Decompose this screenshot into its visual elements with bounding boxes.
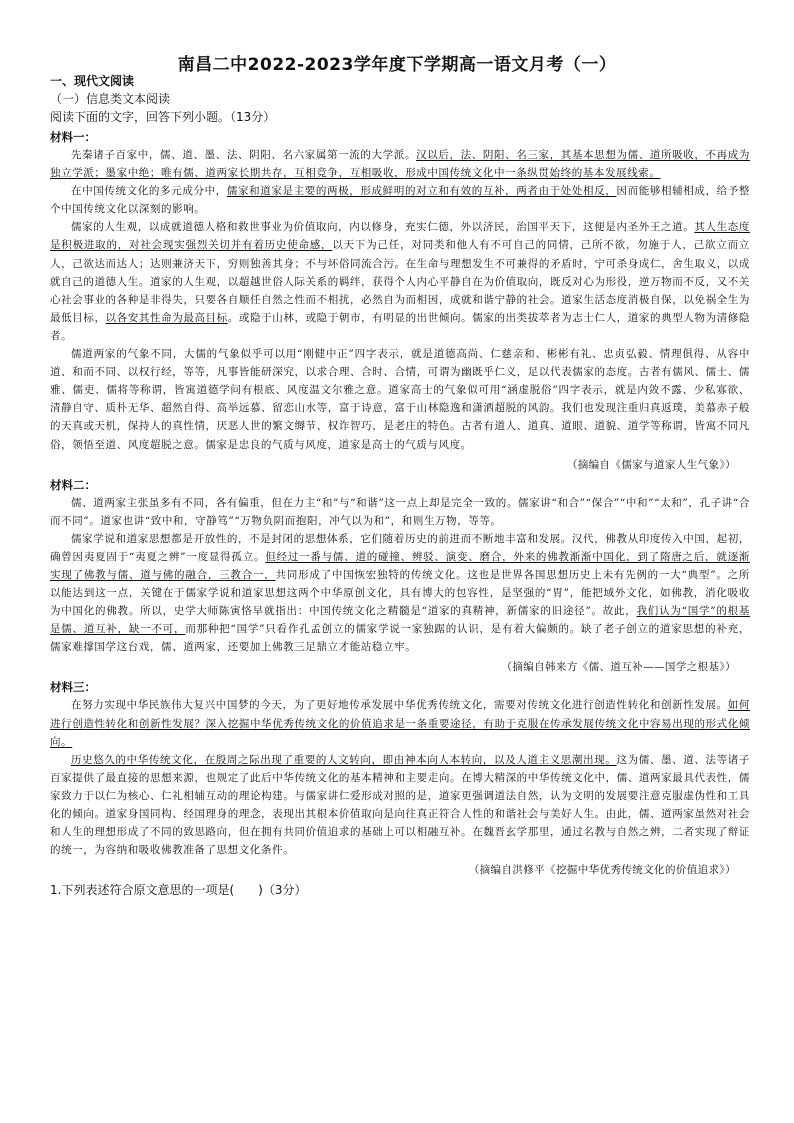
underlined-text-segment: 但经过一番与儒、道的碰撞、辨驳、演变、磨合，外来的佛教渐渐中国化，到了隋唐之后，就逐渐实现了佛教与儒、道与佛的融合，三教合一， bbox=[50, 550, 750, 581]
underlined-text-segment: 如何进行创造性转化和创新性发展？深入挖掘中华优秀传统文化的价值追求是一条重要途径，有助于克服在传承发展传统文化中容易出现的形式化倾向。 bbox=[50, 699, 750, 748]
subsection-heading: （一）信息类文本阅读 bbox=[50, 92, 171, 106]
text-segment: 先秦诸子百家中，儒、道、墨、法、阴阳、名六家属第一流的大学派。 bbox=[71, 149, 417, 161]
text-segment: 而那种把“国学”只看作孔孟创立的儒家学说一家独踞的认识，是有着大偏颇的。缺了老子创立的道家思想的补充，儒家难撑国学这台戏，儒、道两家，还要加上佛教三足鼎立才能站稳立牢。 bbox=[50, 623, 750, 654]
underlined-text-segment: 汉以后，法、阴阳、名三家，其基本思想为儒、道所吸收，不再成为独立学派；墨家中绝；唯有儒、道两家长期共存，互相竞争，互相吸收，形成中国传统文化中一条纵贯始终的基本发展线索。 bbox=[50, 149, 750, 180]
text-segment: 在中国传统文化的多元成分中， bbox=[71, 185, 227, 198]
text-segment: 这为儒、墨、道、法等诸子百家提供了最直接的思想来源，也规定了此后中华传统文化的基本精神和主要走向。在博大精深的中华传统文化中，儒、道两家最具代表性，儒家致力于以仁为核心、仁礼相辅互动的理论构建。与儒家讲仁爱形成对照的是，道家更强调道法自然，认为文明的发展要注意克服虚伪性和工具化的倾向。道家身国同构、经国理身的理念，表现出其根本价值取向是向往真正符合人性的和谐社会与美好人生。由此，儒、道两家虽然对社会和人生的理想形成了不同的致思路向，但在拥有共同价值追求的基础上可以相融互补。在魏晋玄学那里，通过名教与自然之辨，二者实现了辩证的统一，为容纳和吸收佛教准备了思想文化条件。 bbox=[50, 753, 750, 857]
material-3-source: （摘编自洪修平《挖掘中华优秀传统文化的价值追求》） bbox=[468, 864, 736, 877]
material-2-source: （摘编自韩来方《儒、道互补——国学之根基》） bbox=[501, 661, 736, 674]
text-segment: 共同形成了中国恢宏独特的传统文化。这也是世界各国思想历史上未有先例的一大“典型”。之所以能达到这一点，关键在于儒家学说和道家思想这两个中华原创文化，具有博大的包容性，是坚强的“胃”，能把域外文化，如佛教，消化吸收为中国化的佛教。所以，史学大师陈寅恪早就指出：中国传统文化之精髓是“道家的真精神，新儒家的旧途径”。故此， bbox=[50, 568, 751, 618]
underlined-text-segment: 历史悠久的中华传统文化，在殷周之际出现了重要的人文转向，即由神本向人本转向，以及人道主义思潮出现。 bbox=[71, 753, 617, 766]
instructions: 阅读下面的文字，回答下列小题。（13分） bbox=[50, 110, 276, 124]
underlined-text-segment: 以各安其性命为最高目标 bbox=[105, 311, 228, 324]
text-segment: 在努力实现中华民族伟大复兴中国梦的今天，为了更好地传承发展中华优秀传统文化，需要对传统文化进行创造性转化和创新性发展。 bbox=[71, 699, 728, 712]
underlined-text-segment: 我们认为“国学”的根基是儒、道互补，缺一不可， bbox=[50, 605, 750, 636]
material-1-source: （摘编自《儒家与道家人生气象》） bbox=[566, 458, 736, 471]
material-1-paragraph-3 bbox=[50, 218, 750, 345]
question-1: 1.下列表述符合原文意思的一项是( )（3分） bbox=[50, 883, 307, 898]
underlined-text-segment: 儒家和道家是主要的两极，形成鲜明的对立和有效的互补，两者由于处处相反， bbox=[226, 185, 617, 198]
text-segment: 儒家学说和道家思想都是开放性的，不是封闭的思想体系，它们随着历史的前进而不断地丰富和发展。汉代，佛教从印度传入中国，起初，确曾因夷夏固于“夷夏之辨”一度显得孤立。 bbox=[50, 532, 750, 563]
material-1-label: 材料一： bbox=[50, 130, 96, 144]
material-2-label: 材料二： bbox=[50, 477, 96, 492]
material-3-paragraph-1 bbox=[50, 696, 750, 750]
material-2-paragraph-2 bbox=[50, 530, 750, 657]
material-1-paragraph-4: 儒道两家的气象不同，大儒的气象似乎可以用“刚健中正”四字表示，就是道德高尚、仁慈亲和、彬彬有礼、忠贞弘毅、情理俱得、从容中道、和而不同、以权行经，等等，凡事皆能研深究，以求合理、合时、合情，可谓为幽既乎仁义，足以代表儒家的态度。古者有儒风、儒士、儒雅、儒吏、儒将等称谓，皆寓道德学问有根底、风度温文尔雅之意。道家高士的气象似可用“涵虚脱俗”四字表示，就是内敛不露、少私寡欲、清静自守、质朴无华、超然自得、高举远慕、留恋山水等，富于诗意，富于山林隐逸和潇洒超脱的风韵。我们也发现注重归真返璞，美慕赤子般的天真或天机，保持人的真性情，厌恶人世的繁文缛节、权诈智巧，是老庄的特色。古者有道人、道真、道眼、道貌、道学等称谓，皆寓不同凡俗，领悟至道、风度超脱之意。儒家是忠良的气质与风度，道家是高士的气质与风度。 bbox=[50, 348, 750, 451]
text-segment: 。或隐于山林，或隐于朝市，有明显的出世倾向。儒家的出类拔萃者为志士仁人，道家的典型人物为清修隐者。 bbox=[50, 311, 751, 342]
text-segment: 以天下为己任，对同类和他人有不可自己的同情，己所不欲，勿施于人，己欲立而立人，己欲达而达人；达则兼济天下，穷则独善其身；不与坏俗同流合污。在生命与理想发生不可兼得的矛盾时，宁可杀身成仁，舍生取义，以成就自己的道德人生。道家的人生观，以超越世俗人际关系的羁绊，获得个人内心平静自在为价值取向，既反对心为形役，逆万物而不反，又不关心社会事业的各种是非得失，只要各自顺任自然之性而不相扰，必然自为而相因，成就和谐宁静的社会。道家生活态度消极自保，以免祸全生为最低目标， bbox=[50, 239, 751, 324]
material-3-label: 材料三： bbox=[50, 680, 96, 695]
exam-content bbox=[50, 72, 750, 899]
material-1-paragraph-1 bbox=[50, 146, 750, 182]
underlined-text-segment: 其人生态度是积极进取的，对社会现实强烈关切并有着历史使命感， bbox=[50, 221, 751, 252]
text-segment: 儒家的人生观，以成就道德人格和救世事业为价值取向，内以修身，充实仁德，外以济民，治国平天下，这便是内圣外王之道。 bbox=[71, 221, 695, 234]
material-1-paragraph-2 bbox=[50, 182, 750, 218]
section-heading: 一、现代文阅读 bbox=[50, 74, 135, 88]
material-2-paragraph-1: 儒、道两家主张虽多有不同，各有偏重，但在力主“和”与“和谐”这一点上却是完全一致的。儒家讲“和合”“保合”“中和”“太和”，孔子讲“合而不同”。道家也讲“致中和，守静笃”“万物负阴而抱阳，冲气以为和”，和则生万物，等等。 bbox=[50, 496, 750, 527]
material-3-paragraph-2 bbox=[50, 751, 750, 860]
page-title: 南昌二中2022-2023学年度下学期高一语文月考（一） bbox=[177, 55, 617, 75]
text-segment: 因而能够相辅相成，给予整个中国传统文化以深刻的影响。 bbox=[50, 185, 750, 216]
